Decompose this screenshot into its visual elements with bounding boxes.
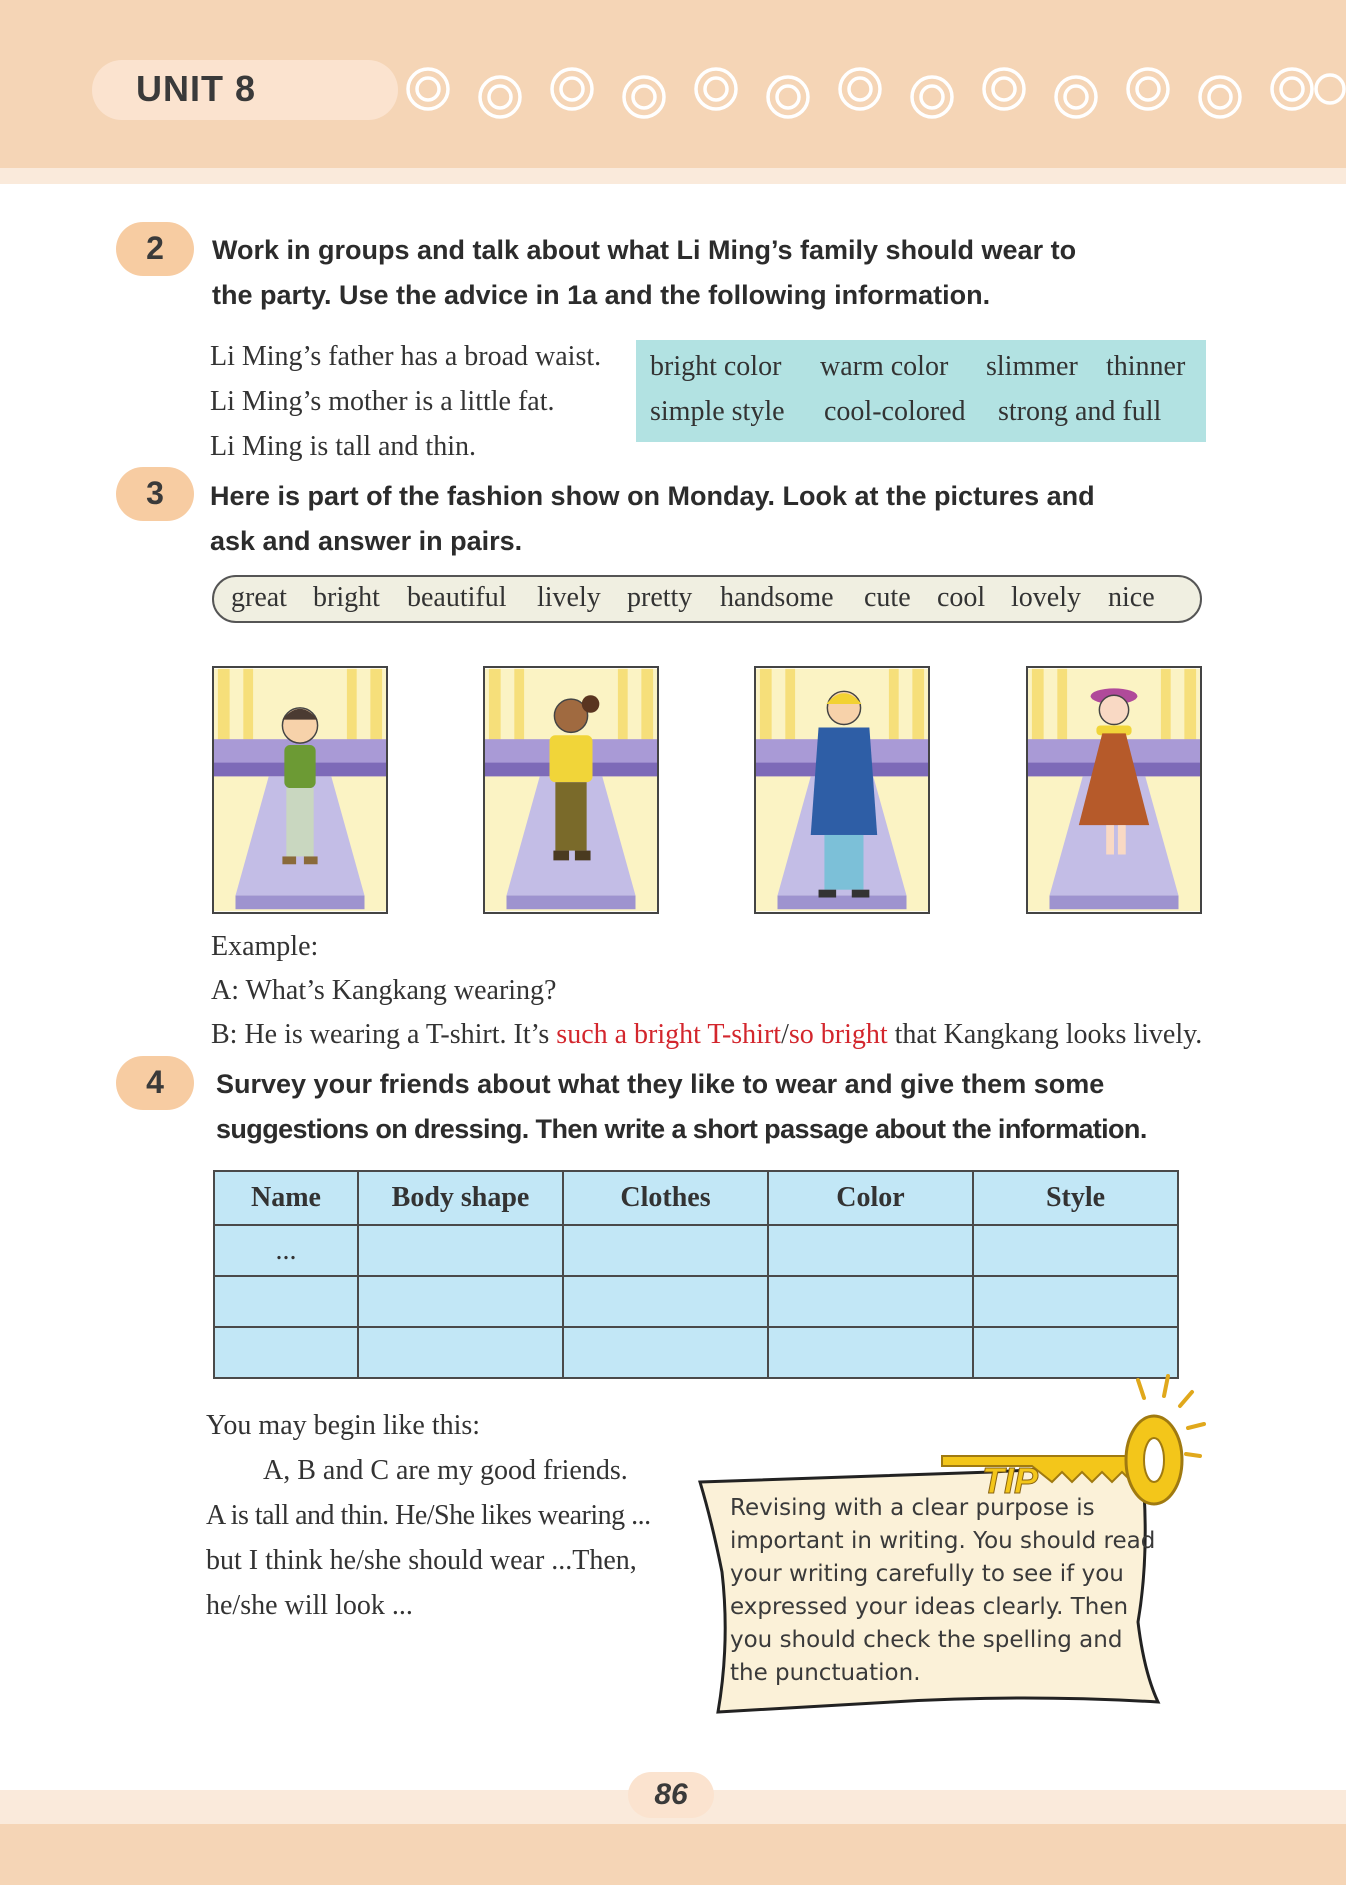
passage-line-2: A is tall and thin. He/She likes wearing ... <box>206 1500 651 1531</box>
section-2-instruction-line2: the party. Use the advice in 1a and the following information. <box>212 280 991 310</box>
table-cell[interactable] <box>563 1276 768 1327</box>
word-warm-color: warm color <box>820 351 949 382</box>
word-cool-colored: cool-colored <box>824 396 966 427</box>
survey-table <box>213 1170 1179 1379</box>
tip-line-1: Revising with a clear purpose is <box>730 1495 1095 1521</box>
section-2-number: 2 <box>146 230 164 266</box>
adj-beautiful: beautiful <box>407 582 507 613</box>
table-cell[interactable] <box>768 1327 973 1378</box>
begin-label: You may begin like this: <box>206 1410 481 1441</box>
page-number: 86 <box>628 1772 714 1818</box>
highlight-such-a-bright: such a bright T-shirt <box>556 1019 782 1050</box>
table-cell[interactable] <box>214 1327 358 1378</box>
table-cell[interactable]: ... <box>214 1225 358 1276</box>
table-cell[interactable] <box>768 1225 973 1276</box>
table-cell[interactable] <box>973 1327 1178 1378</box>
table-cell[interactable] <box>973 1276 1178 1327</box>
word-thinner: thinner <box>1106 351 1186 382</box>
col-header-clothes: Clothes <box>563 1171 768 1225</box>
header-stripe <box>0 168 1346 184</box>
passage-line-1: A, B and C are my good friends. <box>263 1455 628 1486</box>
fashion-picture-boy-blue-coat <box>754 666 930 914</box>
table-cell[interactable] <box>563 1225 768 1276</box>
section-3-instruction-line1: Here is part of the fashion show on Monday. Look at the pictures and <box>210 481 1095 511</box>
section-4-instruction-line2: suggestions on dressing. Then write a short passage about the information. <box>216 1114 1147 1144</box>
decorative-rings <box>405 62 1346 122</box>
word-slimmer: slimmer <box>986 351 1078 382</box>
adj-handsome: handsome <box>720 582 834 613</box>
table-cell[interactable] <box>768 1276 973 1327</box>
fact-li-ming: Li Ming is tall and thin. <box>210 431 476 462</box>
table-cell[interactable] <box>358 1276 563 1327</box>
col-header-name: Name <box>214 1171 358 1225</box>
table-cell[interactable] <box>358 1327 563 1378</box>
col-header-style: Style <box>973 1171 1178 1225</box>
adj-cool: cool <box>937 582 986 613</box>
highlight-so-bright: so bright <box>788 1019 888 1050</box>
section-3-number: 3 <box>146 475 164 511</box>
tip-line-5: you should check the spelling and <box>730 1627 1123 1653</box>
table-cell[interactable] <box>358 1225 563 1276</box>
example-line-a: A: What’s Kangkang wearing? <box>211 975 557 1006</box>
word-simple-style: simple style <box>650 396 785 427</box>
passage-line-4: he/she will look ... <box>206 1590 413 1621</box>
example-line-b <box>211 1012 1202 1057</box>
adj-great: great <box>231 582 287 613</box>
table-row <box>214 1327 1178 1378</box>
table-cell[interactable] <box>563 1327 768 1378</box>
tip-line-4: expressed your ideas clearly. Then <box>730 1594 1129 1620</box>
adj-cute: cute <box>864 582 911 613</box>
unit-title: UNIT 8 <box>136 68 257 109</box>
adj-lovely: lovely <box>1011 582 1081 613</box>
tip-line-6: the punctuation. <box>730 1660 921 1686</box>
adj-nice: nice <box>1108 582 1155 613</box>
passage-line-3: but I think he/she should wear ...Then, <box>206 1545 637 1576</box>
tip-line-2: important in writing. You should read <box>730 1528 1156 1554</box>
fact-father: Li Ming’s father has a broad waist. <box>210 341 602 372</box>
section-4-instruction-line1: Survey your friends about what they like to wear and give them some <box>216 1069 1105 1099</box>
adj-bright: bright <box>313 582 380 613</box>
tip-label: TIP <box>982 1460 1039 1501</box>
section-4-number: 4 <box>146 1064 164 1100</box>
fashion-picture-girl-orange-dress <box>1026 666 1202 914</box>
col-header-color: Color <box>768 1171 973 1225</box>
table-row <box>214 1225 1178 1276</box>
word-strong-and-full: strong and full <box>998 396 1162 427</box>
section-3-instruction-line2: ask and answer in pairs. <box>210 526 523 556</box>
word-bright-color: bright color <box>650 351 782 382</box>
fact-mother: Li Ming’s mother is a little fat. <box>210 386 555 417</box>
table-cell[interactable] <box>214 1276 358 1327</box>
adj-lively: lively <box>537 582 601 613</box>
highlight-slash: / <box>781 1019 789 1050</box>
fashion-picture-girl-yellow-jacket <box>483 666 659 914</box>
section-2-instruction-line1: Work in groups and talk about what Li Ming’s family should wear to <box>212 235 1077 265</box>
table-header-row <box>214 1171 1178 1225</box>
tip-line-3: your writing carefully to see if you <box>730 1561 1124 1587</box>
example-line-b-end: that Kangkang looks lively. <box>887 1019 1203 1050</box>
adj-pretty: pretty <box>627 582 693 613</box>
example-line-b-start: B: He is wearing a T-shirt. It’s <box>211 1019 557 1050</box>
fashion-picture-boy-tshirt <box>212 666 388 914</box>
table-row <box>214 1276 1178 1327</box>
table-cell[interactable] <box>973 1225 1178 1276</box>
col-header-body-shape: Body shape <box>358 1171 563 1225</box>
example-label: Example: <box>211 931 319 962</box>
